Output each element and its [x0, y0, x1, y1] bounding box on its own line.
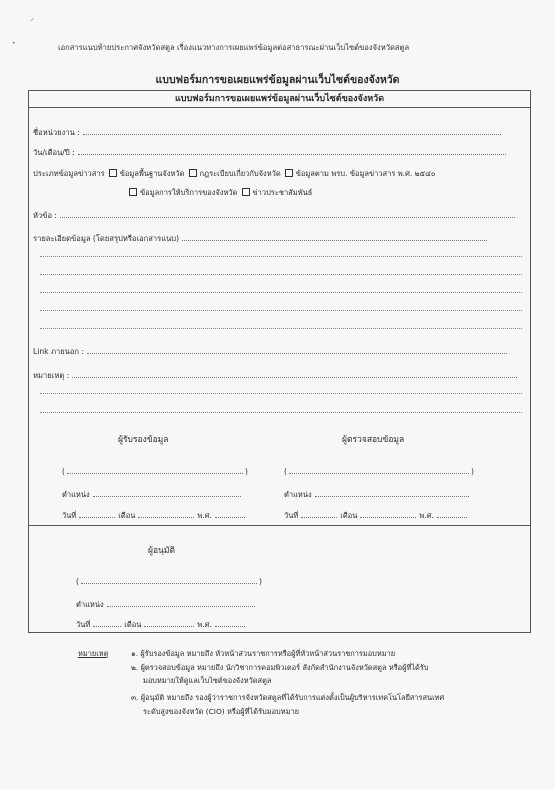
note-item: ๑. ผู้รับรองข้อมูล หมายถึง หัวหน้าส่วนราชการหรือผู้ที่หัวหน้าส่วนราชการมอบหมาย [131, 649, 396, 658]
detail-line[interactable] [40, 274, 522, 275]
reviewer-name-field[interactable]: ( ) [284, 467, 474, 476]
note-item-continued: ระดับสูงของจังหวัด (CIO) หรือผู้ที่ได้รับมอบหมาย [143, 707, 299, 716]
note-item-continued: มอบหมายให้ดูแลเว็บไซต์ของจังหวัดสตูล [143, 676, 272, 685]
reviewer-position-field[interactable]: ตำแหน่ง [284, 489, 469, 501]
subject-field[interactable] [33, 210, 515, 222]
remark-label: หมายเหตุ : [33, 371, 70, 380]
notes-label: หมายเหตุ [78, 649, 109, 658]
checkbox[interactable] [285, 169, 293, 177]
subject-label: หัวข้อ : [33, 211, 57, 220]
detail-line[interactable] [40, 310, 522, 311]
detail-label: รายละเอียดข้อมูล (โดยสรุปหรือเอกสารแนบ) [33, 234, 180, 243]
option-basic-info[interactable]: ข้อมูลพื้นฐานจังหวัด [105, 168, 185, 180]
note-item: ๓. ผู้อนุมัติ หมายถึง รองผู้ว่าราชการจังหวัดสตูลที่ได้รับการแต่งตั้งเป็นผู้บริหารเทคโนโลยีสารสนเทศ [131, 693, 445, 702]
reviewer-date-field[interactable]: วันที่ เดือน พ.ศ. [284, 510, 467, 522]
stray-dot: • [12, 40, 16, 47]
external-link-label: Link ภายนอก : [33, 347, 85, 356]
detail-line[interactable] [40, 292, 522, 293]
section-divider [28, 525, 531, 526]
option-info-act[interactable]: ข้อมูลตาม พรบ. ข้อมูลข่าวสาร พ.ศ. ๒๕๔๐ [281, 168, 436, 180]
checkbox[interactable] [189, 169, 197, 177]
detail-field[interactable] [33, 233, 487, 245]
checkbox[interactable] [129, 188, 137, 196]
stray-mark: ⸍ [30, 17, 34, 26]
checkbox[interactable] [109, 169, 117, 177]
certifier-name-field[interactable]: ( ) [62, 467, 248, 476]
approver-name-field[interactable]: ( ) [76, 577, 262, 586]
certifier-date-field[interactable]: วันที่ เดือน พ.ศ. [62, 510, 245, 522]
info-type-label: ประเภทข้อมูลข่าวสาร [33, 169, 105, 178]
note-item: ๒. ผู้ตรวจสอบข้อมูล หมายถึง นักวิชาการคอมพิวเตอร์ สังกัดสำนักงานจังหวัดสตูล หรือผู้ที่ได้รับ [131, 663, 429, 672]
approver-title: ผู้อนุมัติ [148, 546, 176, 556]
detail-line[interactable] [40, 328, 522, 329]
external-link-field[interactable] [33, 346, 507, 358]
form-box-title: แบบฟอร์มการขอเผยแพร่ข้อมูลผ่านเว็บไซต์ของจังหวัด [28, 90, 531, 108]
info-type-row-2 [125, 187, 312, 199]
document-reference: เอกสารแนบท้ายประกาศจังหวัดสตูล เรื่องแนวทางการเผยแพร่ข้อมูลต่อสาธารณะผ่านเว็บไซต์ของจังหวัดสตูล [58, 43, 410, 52]
certifier-title: ผู้รับรองข้อมูล [118, 435, 169, 445]
remark-line[interactable] [40, 412, 522, 413]
approver-date-field[interactable]: วันที่ เดือน พ.ศ. [76, 619, 245, 631]
approver-position-field[interactable]: ตำแหน่ง [76, 599, 255, 611]
agency-field[interactable] [33, 127, 501, 139]
certifier-position-field[interactable]: ตำแหน่ง [62, 489, 241, 501]
remark-field[interactable] [33, 370, 517, 382]
option-pr-news[interactable]: ข่าวประชาสัมพันธ์ [238, 187, 313, 199]
reviewer-title: ผู้ตรวจสอบข้อมูล [342, 435, 405, 445]
date-field[interactable] [33, 147, 506, 159]
info-type-row [33, 168, 435, 180]
remark-line[interactable] [40, 393, 522, 394]
checkbox[interactable] [242, 188, 250, 196]
date-label: วัน/เดือน/ปี : [33, 148, 75, 157]
option-regulations[interactable]: กฎระเบียบเกี่ยวกับจังหวัด [185, 168, 281, 180]
option-services[interactable]: ข้อมูลการให้บริการของจังหวัด [125, 187, 238, 199]
agency-label: ชื่อหน่วยงาน : [33, 128, 80, 137]
page-title: แบบฟอร์มการขอเผยแพร่ข้อมูลผ่านเว็บไซต์ของจังหวัด [155, 74, 400, 86]
detail-line[interactable] [40, 256, 522, 257]
